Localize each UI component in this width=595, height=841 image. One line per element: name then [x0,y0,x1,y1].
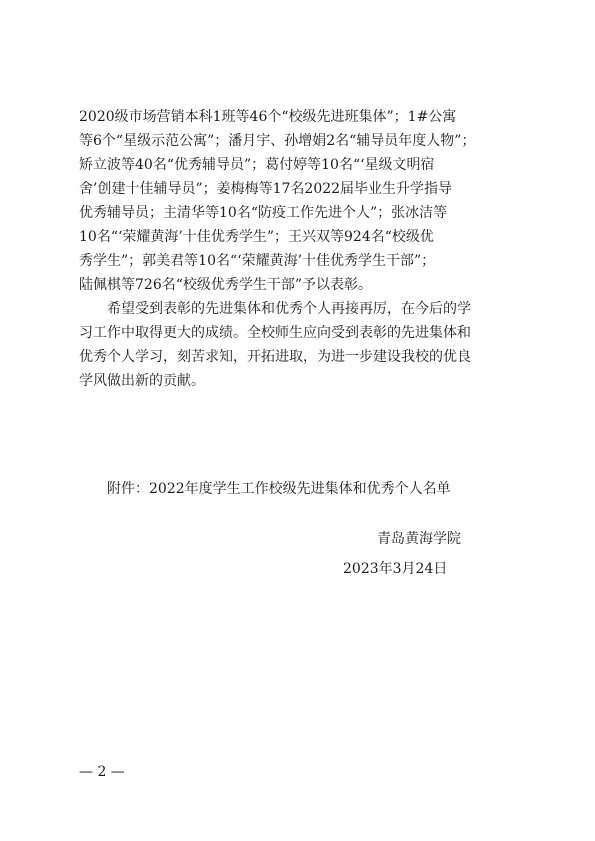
paragraph-1-line: 陆佩棋等726名“校级优秀学生干部”予以表彰。 [79,277,373,293]
paragraph-2-line: 优秀个人学习，刻苦求知，开拓进取，为进一步建设我校的优良 [79,349,471,365]
body-text [79,105,519,393]
paragraph-2-line: 习工作中取得更大的成绩。全校师生应向受到表彰的先进集体和 [79,325,471,341]
document-date: 2023年3月24日 [343,561,448,577]
page-number: — 2 — [79,764,125,780]
paragraph-2-line: 学风做出新的贡献。 [79,373,205,389]
paragraph-1-line: 10名“‘荣耀黄海’十佳优秀学生”；王兴双等924名“校级优 [79,229,434,245]
paragraph-1-line: 舍’创建十佳辅导员”；姜梅梅等17名2022届毕业生升学指导 [79,181,453,197]
paragraph-2-line: 希望受到表彰的先进集体和优秀个人再接再厉，在今后的学 [107,301,471,317]
paragraph-1-line: 2020级市场营销本科1班等46个“校级先进班集体”；1#公寓 [79,109,457,125]
paragraph-1-line: 优秀辅导员；主清华等10名“防疫工作先进个人”；张冰洁等 [79,205,448,221]
paragraph-1-line: 等6个“星级示范公寓”；潘月宇、孙增娟2名“辅导员年度人物”； [79,133,476,149]
signer-name: 青岛黄海学院 [377,531,461,547]
attachment-note: 附件：2022年度学生工作校级先进集体和优秀个人名单 [107,481,451,497]
paragraph-1-line: 秀学生”；郭美君等10名“‘荣耀黄海’十佳优秀学生干部”； [79,253,436,269]
paragraph-1-line: 矫立波等40名“优秀辅导员”；葛付婷等10名“‘星级文明宿 [79,157,435,173]
